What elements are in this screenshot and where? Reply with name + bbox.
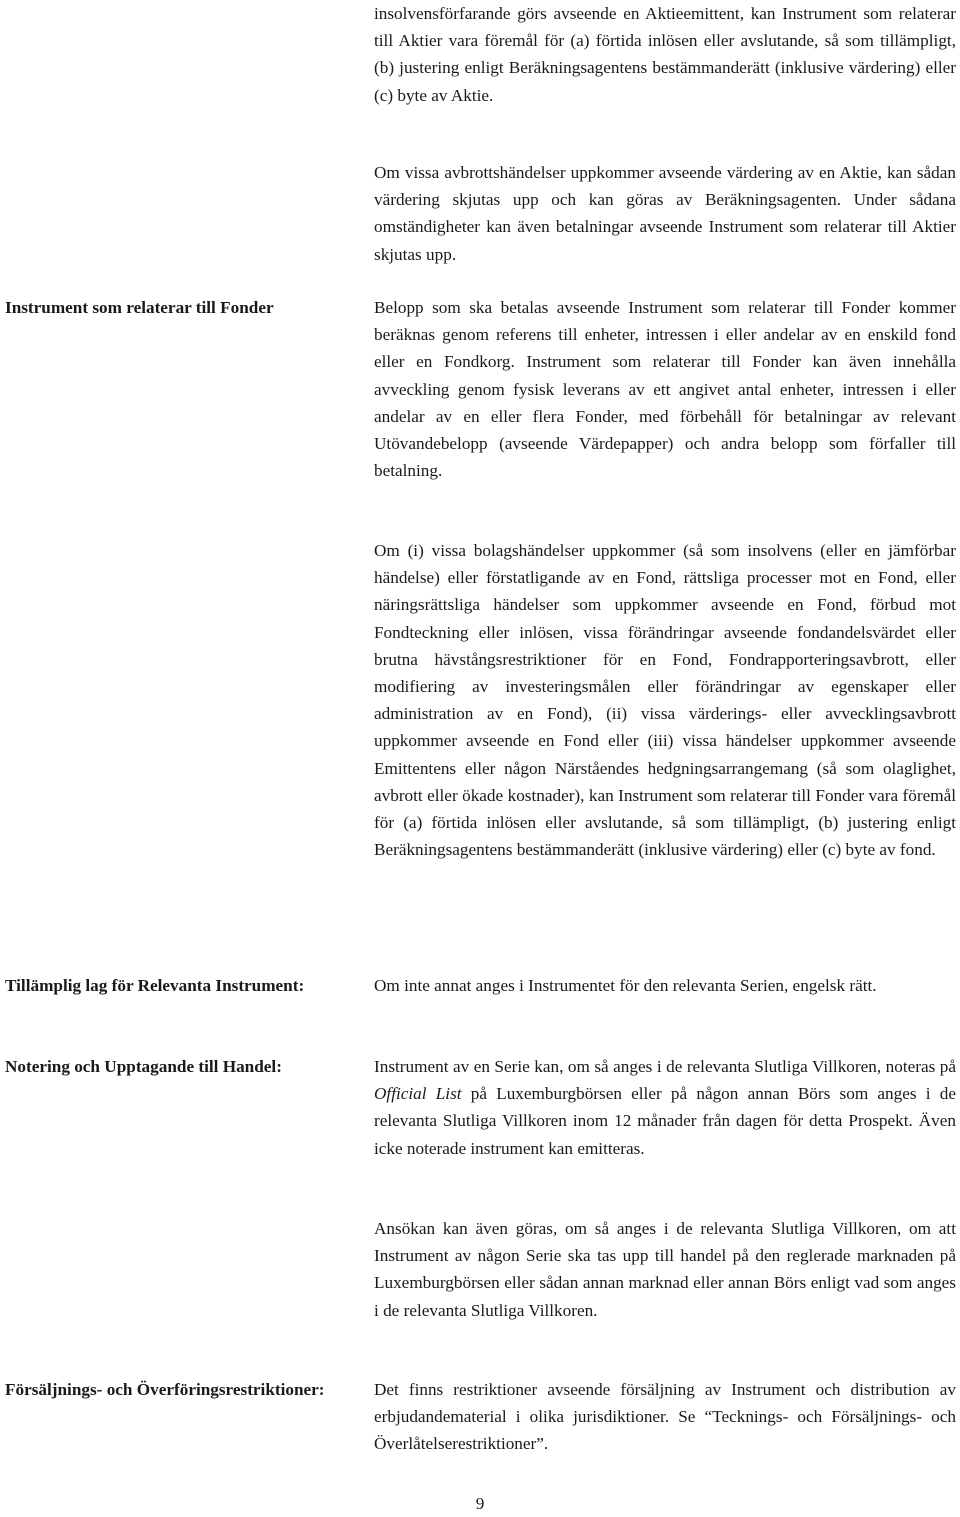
section-label-tillamplig-lag: Tillämplig lag för Relevanta Instrument:	[5, 976, 305, 995]
paragraph-forsaljningsrestriktioner: Det finns restriktioner avseende försäljning av Instrument och distribution av erbjudandematerial i olika jurisdiktioner. Se “Tecknings- och Försäljnings- och Överlåtelserestriktioner”.	[374, 1380, 956, 1454]
paragraph-fonder-bolagshandelser: Om (i) vissa bolagshändelser uppkommer (så som insolvens (eller en jämförbar händelse) eller förstatligande av en Fond, rättsliga processer mot en Fond, eller näringsrättsliga händelser som uppkommer avseende en Fond, förbud mot Fondteckning eller inlösen, vissa förändringar avseende fondandelsvärdet eller brutna hävstångsrestriktioner för en Fond, Fondrapporteringsavbrott, eller modifiering av investeringsmålen eller förändringar av egenskaper eller administration av en Fond), (ii) vissa värderings- eller avvecklingsavbrott uppkommer avseende en Fond eller (iii) vissa händelser uppkommer avseende Emittentens eller någon Närståendes hedgningsarrangemang (så som olaglighet, avbrott eller ökade kostnader), kan Instrument som relaterar till Fonder vara föremål för (a) förtida inlösen eller avslutande, så som tillämpligt, (b) justering enligt Beräkningsagentens bestämmanderätt (inklusive värdering) eller (c) byte av fond.	[374, 541, 956, 860]
page-number: 9	[475, 1494, 485, 1513]
paragraph-aktie-continuation: insolvensförfarande görs avseende en Aktieemittent, kan Instrument som relaterar till Aktier vara föremål för (a) förtida inlösen eller avslutande, så som tillämpligt, (b) justering enligt Beräkningsagentens bestämmanderätt (inklusive värdering) eller (c) byte av Aktie.	[374, 4, 956, 105]
paragraph-tillamplig-lag: Om inte annat anges i Instrumentet för den relevanta Serien, engelsk rätt.	[374, 976, 877, 995]
official-list-term: Official List	[374, 1084, 462, 1104]
notering-text-before: Instrument av en Serie kan, om så anges i de relevanta Slutliga Villkoren, noteras på	[374, 1057, 956, 1076]
paragraph-notering	[374, 1053, 956, 1162]
section-label-fonder: Instrument som relaterar till Fonder	[5, 298, 274, 317]
paragraph-aktie-avbrott: Om vissa avbrottshändelser uppkommer avseende värdering av en Aktie, kan sådan värdering skjutas upp och kan göras av Beräkningsagenten. Under sådana omständigheter kan även betalningar avseende Instrument som relaterar till Aktier skjutas upp.	[374, 163, 956, 264]
notering-text-after: på Luxemburgbörsen eller på någon annan Börs som anges i de relevanta Slutliga Villkoren inom 12 månader från dagen för detta Prospekt. Även icke noterade instrument kan emitteras.	[374, 1084, 956, 1158]
paragraph-fonder-belopp: Belopp som ska betalas avseende Instrument som relaterar till Fonder kommer beräknas genom referens till enheter, intressen i eller andelar av en enskild fond eller en Fondkorg. Instrument som relaterar till Fonder kan även innehålla avveckling genom fysisk leverans av ett angivet antal enheter, intressen i eller andelar av en eller flera Fonder, med förbehåll för betalningar av relevant Utövandebelopp (avseende Värdepapper) och andra belopp som förfaller till betalning.	[374, 298, 956, 481]
paragraph-ansokan: Ansökan kan även göras, om så anges i de relevanta Slutliga Villkoren, om att Instrument av någon Serie ska tas upp till handel på den reglerade marknaden på Luxemburgbörsen eller sådan annan marknad eller annan Börs enligt vad som anges i de relevanta Slutliga Villkoren.	[374, 1219, 956, 1320]
section-label-forsaljningsrestriktioner: Försäljnings- och Överföringsrestriktioner:	[5, 1380, 325, 1399]
section-label-notering: Notering och Upptagande till Handel:	[5, 1057, 282, 1076]
